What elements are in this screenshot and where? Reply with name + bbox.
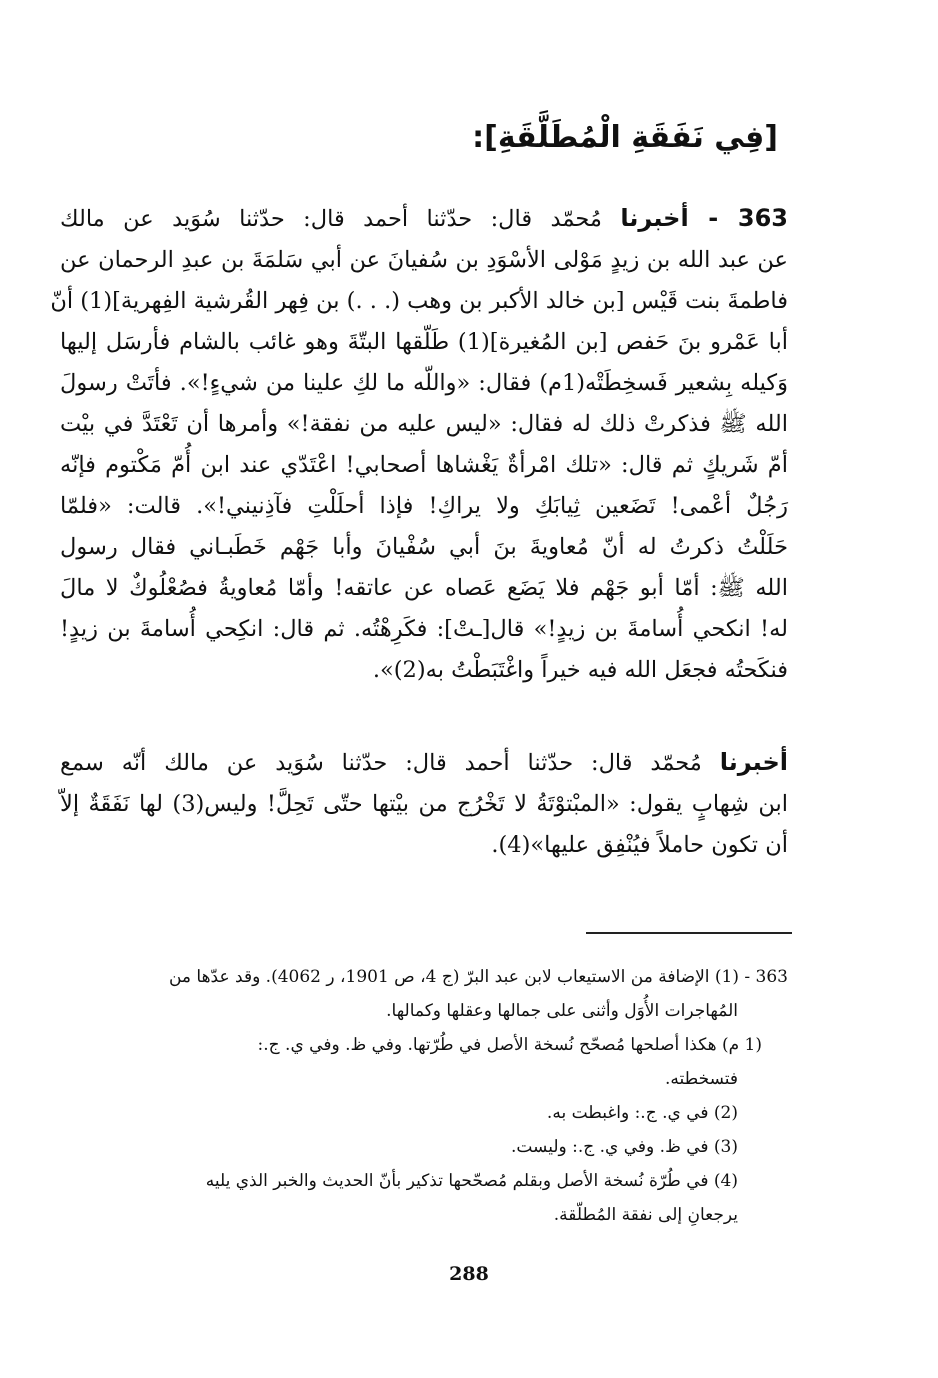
footnote-line: (2) في ي. ج.: واغبطت به. xyxy=(546,1103,738,1123)
paragraph-line: 363 - أخبرنا مُحمّد قال: حدّثنا أحمد قال: حدّثنا سُوَيد عن مالك xyxy=(60,204,788,232)
paragraph-line: فاطمةَ بنت قَيْس [بن خالد الأكبر بن وهب (. . .) بن فِهر القُرشية الفِهرية](1) أنّ xyxy=(50,288,788,314)
paragraph-line: وَكيله بِشعير فَسخِطَتْه(1م) فقال: «واللّه ما لكِ علينا من شيءٍ!». فأتَتْ رسولَ xyxy=(60,370,789,396)
footnote-line: (4) في طُرّة نُسخة الأصل وبقلم مُصحّحها تذكير بأنّ الحديث والخبر الذي يليه xyxy=(205,1171,738,1191)
paragraph-line: له! انكحي أُسامةَ بن زيدٍ!» قال[ـتْ]: فكَرِهْتُه. ثم قال: انكِحي أُسامةَ بن زيدٍ! xyxy=(60,616,788,642)
paragraph-line: فنكَحتُه فجعَل الله فيه خيراً واغْتَبَطْتُ به(2)». xyxy=(372,657,788,683)
footnote-line: يرجعانِ إلى نفقة المُطلّقة. xyxy=(553,1205,738,1225)
footnote-separator xyxy=(586,932,792,934)
hadith-number-lead: 363 - أخبرنا xyxy=(620,204,788,232)
footnote-line: فتسخطته. xyxy=(665,1069,738,1089)
footnote-line: 363 - (1) الإضافة من الاستيعاب لابن عبد البرّ (ج 4، ص 1901، ر 4062). وقد عدّها من xyxy=(168,967,788,987)
hadith-2-paragraph xyxy=(60,742,788,866)
paragraph-line: ابن شِهابٍ يقول: «المبْتوْتَةُ لا تَخْرُج من بيْتها حتّى تَحِلَّ! وليس(3) لها نَفَقَةٌ إلاّ xyxy=(60,791,788,817)
footnotes xyxy=(75,960,788,1232)
hadith-lead: أخبرنا xyxy=(719,748,788,776)
paragraph-line: الله ﷺ فذكرتْ ذلك له فقال: «ليس عليه من نفقة!» وأمرها أن تَعْتَدَّ في بيْت xyxy=(60,411,788,437)
paragraph-line: رَجُلٌ أعْمى! تَضَعين ثِيابَكِ ولا يراكِ! فإذا أحلَلْتِ فآذِنيني!». قالت: «فلمّا xyxy=(60,493,788,519)
paragraph-line: أمّ شَريكٍ ثم قال: «تلك امْرأةٌ يَغْشاها أصحابي! اعْتَدّي عند ابن أُمّ مَكْتوم فإنّه xyxy=(60,452,788,478)
section-heading: [فِي نَفَقَةِ الْمُطَلَّقَةِ]: xyxy=(472,120,778,155)
paragraph-line: أبا عَمْرو بنَ حَفص [بن المُغيرة](1) طَلّقها البتّةَ وهو غائب بالشام فأرسَل إليها xyxy=(60,329,788,355)
paragraph-line: عن عبد الله بن زيدٍ مَوْلى الأسْوَدِ بن سُفيانَ عن أبي سَلمَةَ بن عبدِ الرحمان عن xyxy=(60,247,788,273)
paragraph-line: أن تكون حاملاً فيُنْفِق عليها»(4). xyxy=(491,832,788,858)
footnote-line: المُهاجرات الأُوَل وأثنى على جمالها وعقلها وكمالها. xyxy=(386,1001,738,1021)
paragraph-line: أخبرنا مُحمّد قال: حدّثنا أحمد قال: حدّثنا سُوَيد عن مالك أنّه سمع xyxy=(60,748,788,776)
paragraph-line: الله ﷺ: أمّا أبو جَهْم فلا يَضَع عَصاه عن عاتقه! وأمّا مُعاويةُ فصُعْلُوكٌ لا مالَ xyxy=(60,575,788,601)
paragraph-line: حَلَلْتُ ذكرتُ له أنّ مُعاويةَ بنَ أبي سُفْيانَ وأبا جَهْم خَطَبـاني فقال رسول xyxy=(60,534,788,560)
footnote-line: (1 م) هكذا أصلحها مُصحّح نُسخة الأصل في طُرّتها. وفي ظ. وفي ي. ج.: xyxy=(257,1035,762,1055)
footnote-line: (3) في ظ. وفي ي. ج.: وليست. xyxy=(510,1137,738,1157)
page-number: 288 xyxy=(449,1263,489,1285)
hadith-363-paragraph xyxy=(50,198,789,691)
